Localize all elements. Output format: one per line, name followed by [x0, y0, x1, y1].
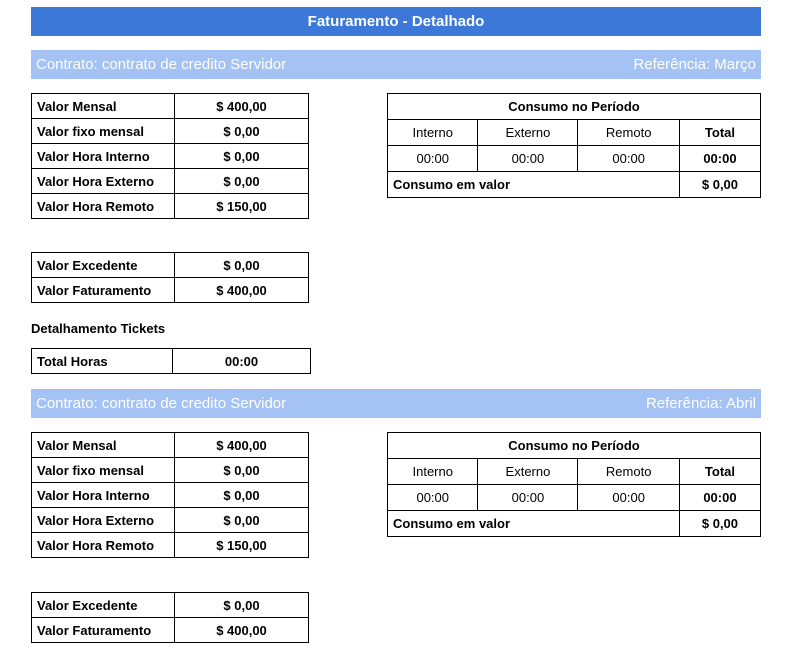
value-label: Valor fixo mensal — [32, 458, 175, 483]
table-row — [388, 433, 761, 459]
value-label: Valor Hora Externo — [32, 508, 175, 533]
table-row — [32, 483, 309, 508]
table-row — [388, 94, 761, 120]
value-remoto: 00:00 — [578, 485, 680, 511]
page-title: Faturamento - Detalhado — [31, 7, 761, 36]
value-externo: 00:00 — [478, 146, 578, 172]
header-remoto: Remoto — [578, 120, 680, 146]
value-interno: 00:00 — [388, 485, 478, 511]
values-table-1 — [31, 93, 309, 219]
value-externo: 00:00 — [478, 485, 578, 511]
contract-header-1 — [31, 50, 761, 79]
consumption-value-amount: $ 0,00 — [679, 511, 760, 537]
value-total: 00:00 — [679, 485, 760, 511]
totals-table-1 — [31, 252, 309, 303]
value-label: Valor Hora Interno — [32, 483, 175, 508]
value-label: Valor Mensal — [32, 433, 175, 458]
header-total: Total — [679, 120, 760, 146]
value-label: Valor Hora Remoto — [32, 533, 175, 558]
contract-header-2 — [31, 389, 761, 418]
value-label: Valor Hora Externo — [32, 169, 175, 194]
header-interno: Interno — [388, 120, 478, 146]
table-row — [388, 146, 761, 172]
value-amount: $ 0,00 — [175, 483, 309, 508]
contract-name: Contrato: contrato de credito Servidor — [36, 56, 287, 73]
table-row — [32, 433, 309, 458]
header-remoto: Remoto — [578, 459, 680, 485]
total-hours-label: Total Horas — [32, 349, 173, 374]
consumption-value-amount: $ 0,00 — [679, 172, 760, 198]
header-externo: Externo — [478, 120, 578, 146]
value-amount: $ 0,00 — [175, 119, 309, 144]
consumption-table-2 — [387, 432, 761, 537]
consumption-value-label: Consumo em valor — [388, 511, 680, 537]
total-amount: $ 0,00 — [175, 253, 309, 278]
values-table-2 — [31, 432, 309, 558]
totals-table-2 — [31, 592, 309, 643]
table-row — [388, 120, 761, 146]
table-row — [388, 172, 761, 198]
table-row — [388, 511, 761, 537]
value-amount: $ 400,00 — [175, 94, 309, 119]
total-label: Valor Faturamento — [32, 278, 175, 303]
table-row — [32, 533, 309, 558]
total-amount: $ 400,00 — [175, 618, 309, 643]
total-label: Valor Excedente — [32, 253, 175, 278]
tickets-title: Detalhamento Tickets — [31, 321, 166, 336]
total-amount: $ 400,00 — [175, 278, 309, 303]
table-row — [32, 508, 309, 533]
total-label: Valor Faturamento — [32, 618, 175, 643]
table-row — [32, 349, 311, 374]
value-amount: $ 0,00 — [175, 458, 309, 483]
header-interno: Interno — [388, 459, 478, 485]
reference-month: Referência: Abril — [645, 395, 756, 412]
value-total: 00:00 — [679, 146, 760, 172]
table-row — [32, 119, 309, 144]
value-amount: $ 400,00 — [175, 433, 309, 458]
consumption-value-label: Consumo em valor — [388, 172, 680, 198]
table-row — [32, 618, 309, 643]
table-row — [32, 278, 309, 303]
table-row — [388, 485, 761, 511]
header-externo: Externo — [478, 459, 578, 485]
reference-month: Referência: Março — [633, 56, 756, 73]
value-amount: $ 0,00 — [175, 169, 309, 194]
value-label: Valor Hora Interno — [32, 144, 175, 169]
value-interno: 00:00 — [388, 146, 478, 172]
table-row — [32, 458, 309, 483]
table-row — [32, 194, 309, 219]
total-hours-table — [31, 348, 311, 374]
value-remoto: 00:00 — [578, 146, 680, 172]
table-row — [32, 144, 309, 169]
table-row — [32, 169, 309, 194]
table-row — [388, 459, 761, 485]
table-row — [32, 94, 309, 119]
consumption-title: Consumo no Período — [388, 94, 761, 120]
value-amount: $ 150,00 — [175, 194, 309, 219]
total-amount: $ 0,00 — [175, 593, 309, 618]
contract-name: Contrato: contrato de credito Servidor — [36, 395, 287, 412]
value-label: Valor Hora Remoto — [32, 194, 175, 219]
total-hours-value: 00:00 — [173, 349, 311, 374]
value-label: Valor fixo mensal — [32, 119, 175, 144]
header-total: Total — [679, 459, 760, 485]
value-amount: $ 0,00 — [175, 144, 309, 169]
value-amount: $ 150,00 — [175, 533, 309, 558]
total-label: Valor Excedente — [32, 593, 175, 618]
table-row — [32, 253, 309, 278]
consumption-title: Consumo no Período — [388, 433, 761, 459]
table-row — [32, 593, 309, 618]
consumption-table-1 — [387, 93, 761, 198]
value-amount: $ 0,00 — [175, 508, 309, 533]
value-label: Valor Mensal — [32, 94, 175, 119]
